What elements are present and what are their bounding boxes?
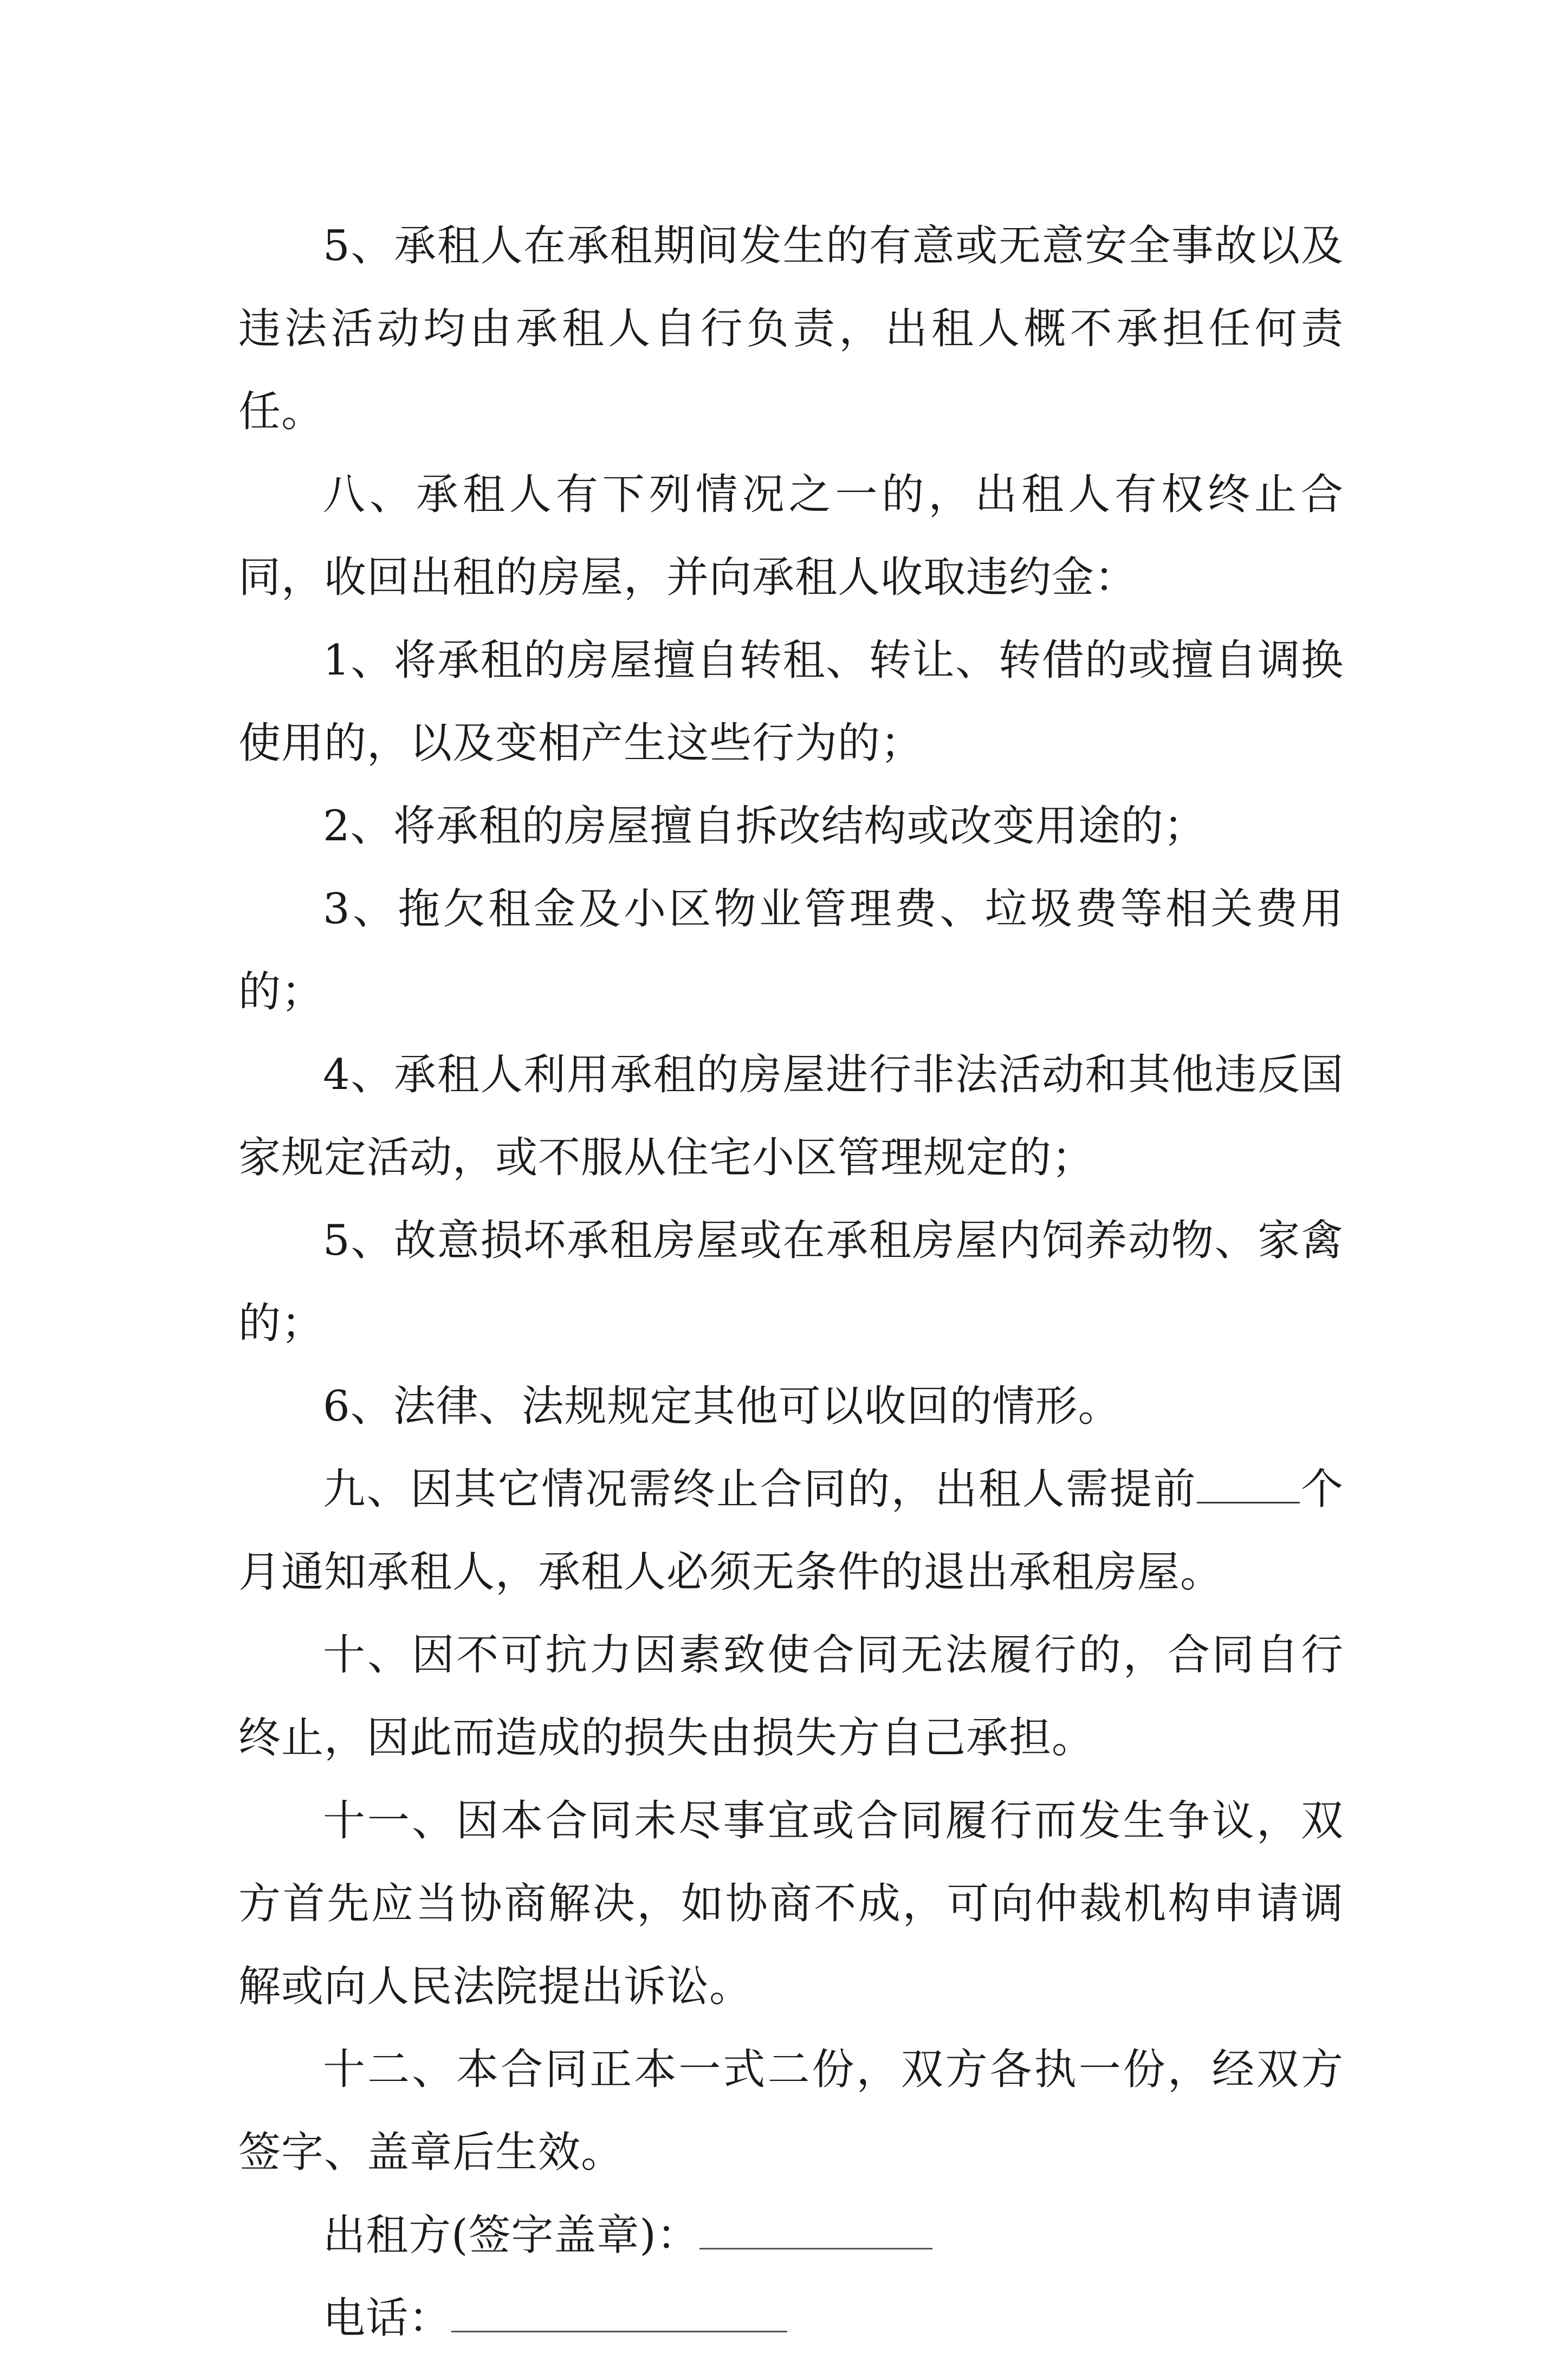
lessor-signature-line bbox=[238, 2194, 1344, 2277]
contract-body bbox=[238, 205, 1344, 2360]
clause-8-item-2: 2、将承租的房屋擅自拆改结构或改变用途的； bbox=[323, 802, 1207, 851]
clause-7-item-5: 5、承租人在承租期间发生的有意或无意安全事故以及违法活动均由承租人自行负责，出租人概不承担任何责任。 bbox=[238, 222, 1344, 436]
clause-8-item-1: 1、将承租的房屋擅自转租、转让、转借的或擅自调换使用的，以及变相产生这些行为的； bbox=[238, 636, 1344, 768]
clause-12: 十二、本合同正本一式二份，双方各执一份，经双方签字、盖章后生效。 bbox=[238, 2045, 1344, 2177]
lessor-phone-line bbox=[238, 2277, 1344, 2360]
clause-8-item-3: 3、拖欠租金及小区物业管理费、垃圾费等相关费用的； bbox=[238, 885, 1344, 1016]
lessor-signature-label: 出租方(签字盖章)： bbox=[323, 2211, 699, 2260]
clause-8-item-6: 6、法律、法规规定其他可以收回的情形。 bbox=[323, 1382, 1121, 1431]
clause-8-item-5: 5、故意损坏承租房屋或在承租房屋内饲养动物、家禽的； bbox=[238, 1216, 1344, 1348]
clause-8-item-4: 4、承租人利用承租的房屋进行非法活动和其他违反国家规定活动，或不服从住宅小区管理规定的； bbox=[238, 1051, 1344, 1182]
notice-months-blank[interactable] bbox=[1197, 1469, 1300, 1503]
clause-9-text-before: 九、因其它情况需终止合同的，出租人需提前 bbox=[323, 1465, 1197, 1514]
clause-8-heading: 八、承租人有下列情况之一的，出租人有权终止合同，收回出租的房屋，并向承租人收取违约金： bbox=[238, 470, 1344, 602]
lessor-phone-label: 电话： bbox=[323, 2294, 452, 2343]
clause-11: 十一、因本合同未尽事宜或合同履行而发生争议，双方首先应当协商解决，如协商不成，可向仲裁机构申请调解或向人民法院提出诉讼。 bbox=[238, 1797, 1344, 2011]
clause-10: 十、因不可抗力因素致使合同无法履行的，合同自行终止，因此而造成的损失由损失方自己承担。 bbox=[238, 1631, 1344, 1762]
clause-9 bbox=[238, 1448, 1344, 1614]
clause-9-text-after: 个月通知承租人，承租人必须无条件的退出承租房屋。 bbox=[238, 1465, 1344, 1597]
lessor-signature-blank[interactable] bbox=[699, 2215, 932, 2249]
lessor-phone-blank[interactable] bbox=[451, 2298, 787, 2332]
